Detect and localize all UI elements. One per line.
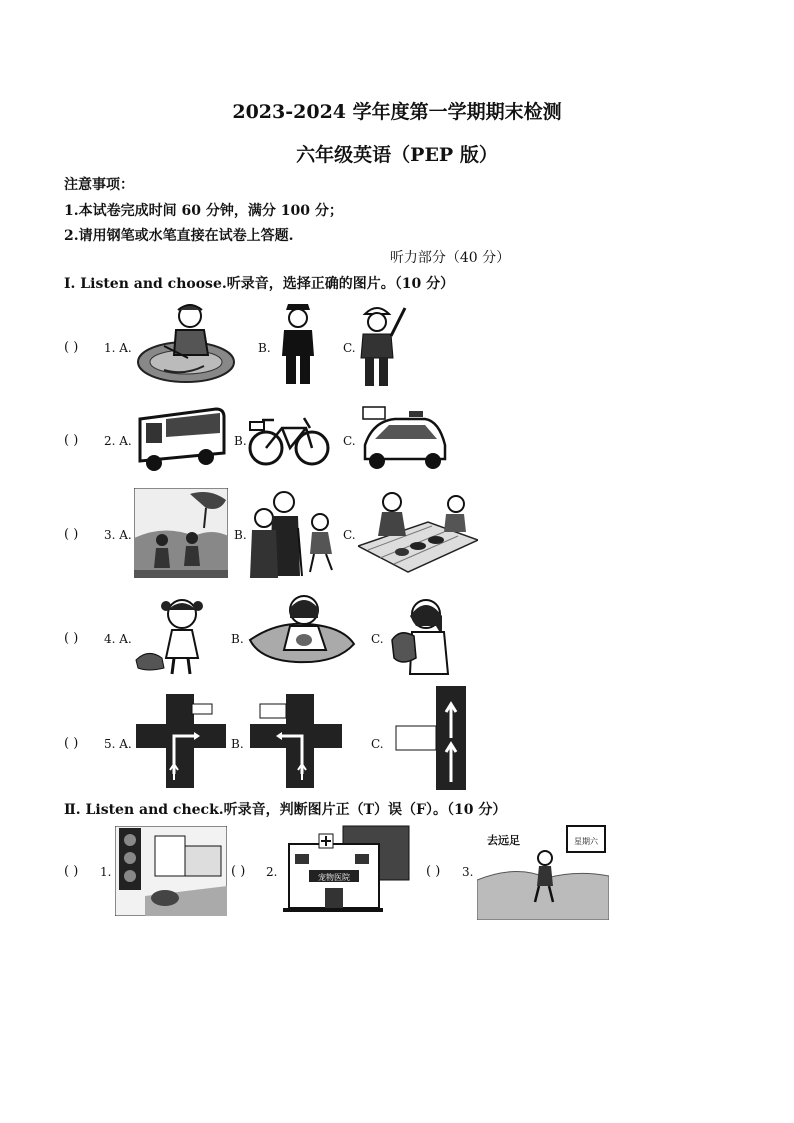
girl-holding-cat-icon[interactable] xyxy=(386,596,450,676)
answer-blank-s2-3[interactable]: ( ) xyxy=(426,864,441,879)
option-b-label: B. xyxy=(231,737,244,751)
note-item-1: 1.本试卷完成时间 60 分钟，满分 100 分； xyxy=(64,203,343,219)
hiking-girl-icon[interactable] xyxy=(477,824,609,920)
notes-heading: 注意事项： xyxy=(64,177,134,193)
section1-heading: Ⅰ. Listen and choose.听录音，选择正确的图片。（10 分） xyxy=(64,276,455,292)
option-b-label: B. xyxy=(231,632,244,646)
question-number: 5. A. xyxy=(104,737,132,751)
option-b-label: B. xyxy=(234,528,247,542)
question-number: 4. A. xyxy=(104,632,132,646)
crossroads-turn-right-icon[interactable] xyxy=(136,694,226,788)
taxi-icon[interactable] xyxy=(359,405,447,471)
option-c-label: C. xyxy=(343,341,356,355)
elderly-couple-with-child-icon[interactable] xyxy=(248,488,340,580)
option-c-label: C. xyxy=(343,528,356,542)
item-number: 3. xyxy=(462,865,474,879)
answer-blank-q1[interactable]: ( ) xyxy=(64,340,79,355)
section2-heading: Ⅱ. Listen and check.听录音，判断图片正（T）误（F）。（10 分） xyxy=(64,802,507,818)
calendar-saturday: 星期六 xyxy=(574,837,598,846)
bus-icon[interactable] xyxy=(136,405,226,473)
traffic-officer-icon[interactable] xyxy=(359,300,409,390)
police-officer-icon[interactable] xyxy=(278,300,318,388)
pet-hospital-sign: 宠物医院 xyxy=(318,873,350,882)
page-subtitle: 六年级英语（PEP 版） xyxy=(296,144,498,166)
page-title: 2023-2024 学年度第一学期期末检测 xyxy=(232,101,562,123)
listening-part-heading: 听力部分（40 分） xyxy=(389,250,511,266)
answer-blank-q2[interactable]: ( ) xyxy=(64,433,79,448)
question-number: 1. A. xyxy=(104,341,132,355)
note-item-2: 2.请用钢笔或水笔直接在试卷上答题. xyxy=(64,228,294,244)
answer-blank-s2-2[interactable]: ( ) xyxy=(231,864,246,879)
hiking-caption: 去远足 xyxy=(487,834,520,847)
option-b-label: B. xyxy=(258,341,271,355)
pet-hospital-building-icon[interactable] xyxy=(283,824,413,914)
children-walking-icon[interactable] xyxy=(134,488,228,578)
option-c-label: C. xyxy=(371,632,384,646)
girl-with-cat-icon[interactable] xyxy=(134,596,216,676)
item-number: 1. xyxy=(100,865,112,879)
crossroads-turn-left-icon[interactable] xyxy=(250,694,342,788)
picnic-icon[interactable] xyxy=(358,488,478,578)
item-number: 2. xyxy=(266,865,278,879)
answer-blank-q4[interactable]: ( ) xyxy=(64,631,79,646)
option-b-label: B. xyxy=(234,434,247,448)
road-straight-icon[interactable] xyxy=(392,686,470,790)
question-number: 2. A. xyxy=(104,434,132,448)
bicycle-icon[interactable] xyxy=(248,412,330,468)
option-c-label: C. xyxy=(343,434,356,448)
option-c-label: C. xyxy=(371,737,384,751)
answer-blank-q5[interactable]: ( ) xyxy=(64,736,79,751)
traffic-light-street-icon[interactable] xyxy=(115,826,227,916)
answer-blank-q3[interactable]: ( ) xyxy=(64,527,79,542)
person-fishing-icon[interactable] xyxy=(134,300,238,386)
answer-blank-s2-1[interactable]: ( ) xyxy=(64,864,79,879)
girl-sitting-on-mat-icon[interactable] xyxy=(246,592,358,666)
question-number: 3. A. xyxy=(104,528,132,542)
